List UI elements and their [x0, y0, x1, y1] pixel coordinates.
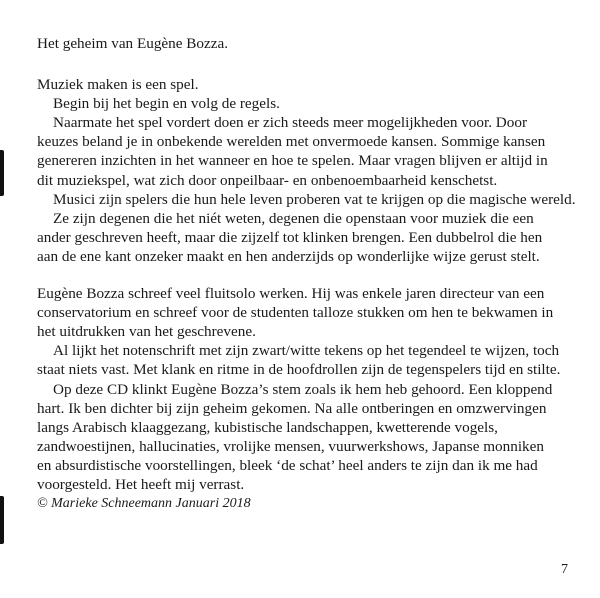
text-line: conservatorium en schreef voor de studenten talloze stukken om hen te bekwamen in — [37, 304, 554, 322]
paragraph — [37, 190, 577, 209]
section-gap — [37, 266, 577, 284]
text-line: staat niets vast. Met klank en ritme in de hoofdrollen zijn de tegenspelers tijd en stilte. — [37, 361, 561, 379]
paragraph — [37, 209, 577, 266]
text-line: Muziek maken is een spel. — [37, 76, 199, 94]
page-number: 7 — [561, 562, 568, 577]
text-line: Eugène Bozza schreef veel fluitsolo werken. Hij was enkele jaren directeur van een — [37, 285, 545, 303]
essay-title: Het geheim van Eugène Bozza. — [37, 35, 229, 52]
page-edge-mark — [0, 496, 4, 544]
text-line: aan de ene kant onzeker maakt en hen anderzijds op wonderlijke wijze gerust stelt. — [37, 247, 540, 265]
text-line: ander geschreven heeft, maar die zijzelf tot klinken brengen. Een dubbelrol die hen — [37, 228, 543, 246]
text-line: genereren inzichten in het wanneer en hoe te spelen. Maar vragen blijven er altijd in — [37, 152, 548, 170]
paragraph — [37, 113, 577, 189]
page-edge-mark — [0, 150, 4, 196]
essay-section-intro — [37, 75, 577, 266]
copyright-line: © Marieke Schneemann Januari 2018 — [37, 496, 251, 512]
essay-text — [37, 34, 577, 513]
text-line: Op deze CD klinkt Eugène Bozza’s stem zoals ik hem heb gehoord. Een kloppend — [53, 380, 553, 398]
paragraph — [37, 75, 577, 94]
text-line: Begin bij het begin en volg de regels. — [53, 95, 280, 113]
text-line: Musici zijn spelers die hun hele leven proberen vat te krijgen op die magische wereld. — [53, 190, 576, 208]
text-line: hart. Ik ben dichter bij zijn geheim gekomen. Na alle ontberingen en omzwervingen — [37, 399, 547, 417]
paragraph — [37, 284, 577, 341]
text-line: langs Arabisch klaaggezang, kubistische landschappen, kwetterende vogels, — [37, 418, 498, 436]
text-line: Naarmate het spel vordert doen er zich steeds meer mogelijkheden voor. Door — [53, 114, 528, 132]
text-line: voorgesteld. Het heeft mij verrast. — [37, 475, 245, 493]
paragraph — [37, 380, 577, 495]
paragraph — [37, 94, 577, 113]
text-line: Ze zijn degenen die het niét weten, degenen die openstaan voor muziek die een — [53, 209, 534, 227]
text-line: en absurdistische voorstellingen, bleek ‘de schat’ heel anders te zijn dan ik me had — [37, 456, 538, 474]
text-line: zandwoestijnen, hallucinaties, vrolijke mensen, vuurwerkshows, Japanse monniken — [37, 437, 544, 455]
text-line: Al lijkt het notenschrift met zijn zwart/witte tekens op het tegendeel te wijzen, toch — [53, 342, 560, 360]
text-line: keuzes beland je in onbekende werelden met onvermoede kansen. Sommige kansen — [37, 133, 546, 151]
paragraph — [37, 341, 577, 379]
essay-section-bozza — [37, 284, 577, 494]
text-line: het uitdrukken van het geschrevene. — [37, 323, 256, 341]
text-line: dit muziekspel, wat zich door onpeilbaar- en onbenoembaarheid kenschetst. — [37, 171, 498, 189]
